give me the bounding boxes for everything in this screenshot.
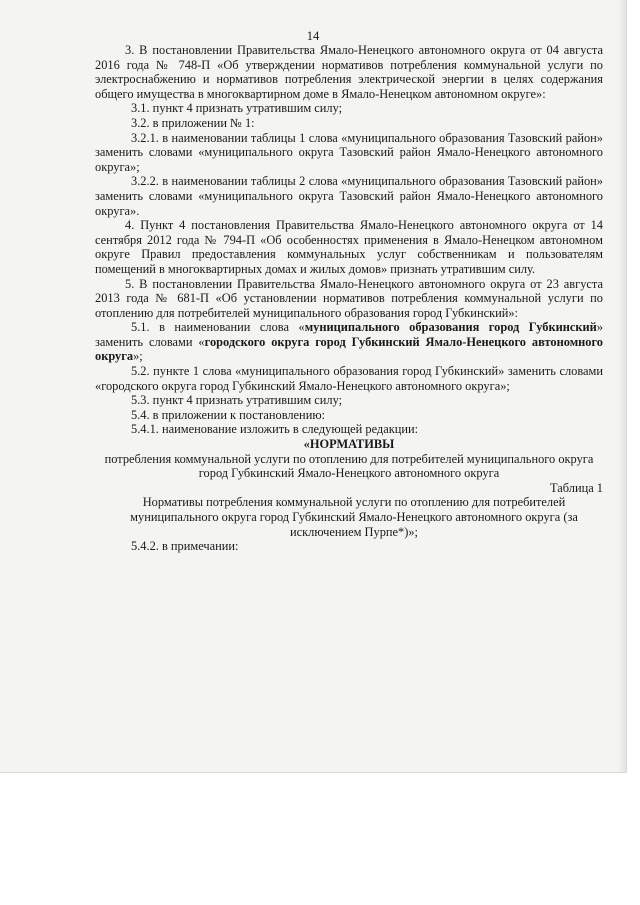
paragraph-5-1-old-name: муниципального образования город Губкинский	[304, 320, 597, 335]
paragraph-5-1	[95, 320, 603, 364]
document-body	[95, 43, 603, 554]
paragraph-4: 4. Пункт 4 постановления Правительства Ямало-Ненецкого автономного округа от 14 сентября 2012 года № 794-П «Об особенностях применения в Ямало-Ненецком автономном округе Правил предоставления коммунальных услуг собственникам и пользователям помещений в многоквартирных домах и жилых домов» признать утратившим силу.	[95, 218, 603, 276]
paragraph-5-1-mid: » заменить словами «	[95, 320, 603, 349]
paragraph-5-4-2: 5.4.2. в примечании:	[131, 539, 239, 554]
paragraph-3-2: 3.2. в приложении № 1:	[131, 115, 255, 130]
paragraph-3: 3. В постановлении Правительства Ямало-Ненецкого автономного округа от 04 августа 2016 года № 748-П «Об утверждении нормативов потребления коммунальной услуги по электроснабжению и нормативов потребления электрической энергии в целях содержания общего имущества в многоквартирном доме в Ямало-Ненецком автономном округе»:	[95, 43, 603, 101]
paragraph-3-2-1: 3.2.1. в наименовании таблицы 1 слова «муниципального образования Тазовский район» заменить словами «муниципального округа Тазовский район Ямало-Ненецкого автономного округа»;	[95, 130, 603, 174]
paragraph-5-1-new-name: городского округа город Губкинский Ямало-Ненецкого автономного округа	[95, 334, 603, 364]
scan-edge-shadow	[618, 0, 626, 772]
paragraph-5-4-1: 5.4.1. наименование изложить в следующей редакции:	[131, 422, 419, 437]
paragraph-5: 5. В постановлении Правительства Ямало-Ненецкого автономного округа от 23 августа 2013 года № 681-П «Об установлении нормативов потребления коммунальной услуги по отоплению для потребителей муниципального образования город Губкинский»:	[95, 276, 603, 320]
paragraph-5-1-post: »;	[133, 349, 143, 364]
paragraph-5-3: 5.3. пункт 4 признать утратившим силу;	[131, 393, 343, 408]
table-title: Нормативы потребления коммунальной услуги по отоплению для потребителей муниципального округа город Губкинский Ямало-Ненецкого автономного округа (за исключением Пурпе*)»;	[130, 495, 578, 539]
paragraph-3-2-2: 3.2.2. в наименовании таблицы 2 слова «муниципального образования Тазовский район» заменить словами «муниципального округа Тазовский район Ямало-Ненецкого автономного округа».	[95, 174, 603, 218]
page-number: 14	[306, 29, 320, 43]
norms-title: «НОРМАТИВЫ	[303, 437, 395, 452]
paragraph-5-4: 5.4. в приложении к постановлению:	[131, 407, 326, 422]
norms-subtitle: потребления коммунальной услуги по отоплению для потребителей муниципального округа город Губкинский Ямало-Ненецкого автономного округа	[104, 451, 594, 481]
paragraph-5-2: 5.2. пункте 1 слова «муниципального образования город Губкинский» заменить словами «городского округа город Губкинский Ямало-Ненецкого автономного округа»;	[95, 364, 603, 393]
paragraph-5-1-pre: 5.1. в наименовании слова «	[131, 320, 305, 335]
paragraph-3-1: 3.1. пункт 4 признать утратившим силу;	[131, 101, 343, 116]
table-label: Таблица 1	[550, 480, 603, 495]
